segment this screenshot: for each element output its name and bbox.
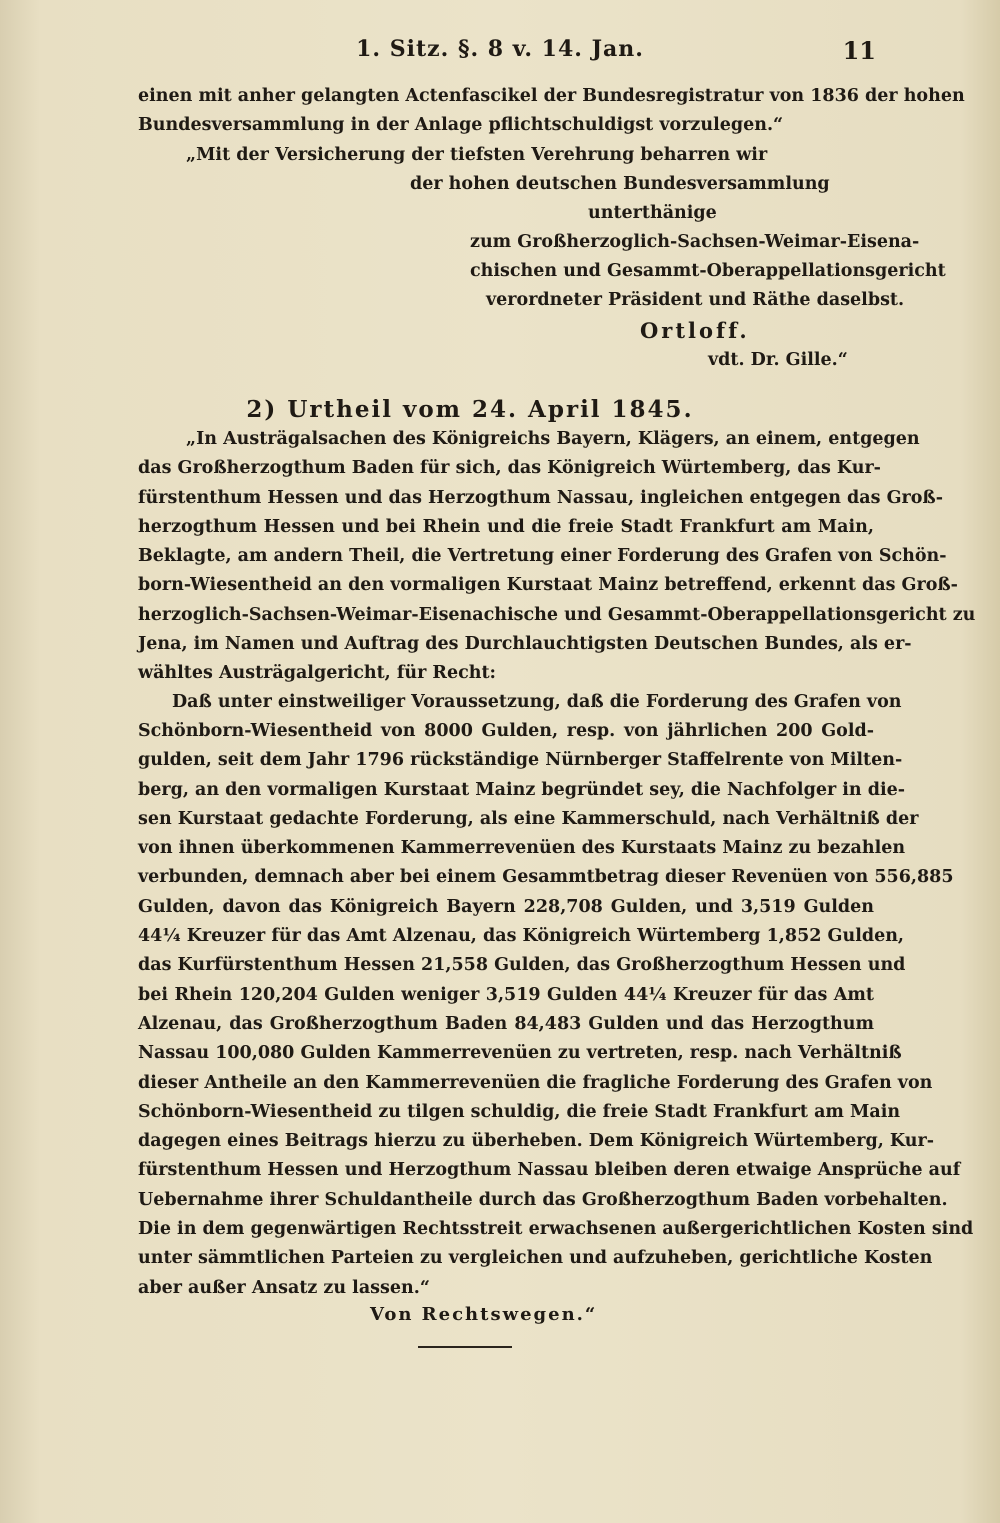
court-line: chischen und Gesammt-Oberappellationsgericht <box>470 261 946 281</box>
text-line: Beklagte, am andern Theil, die Vertretung einer Forderung des Grafen von Schön- <box>138 546 947 567</box>
text-line: Nassau 100,080 Gulden Kammerrevenüen zu vertreten, resp. nach Verhältniß <box>138 1043 902 1064</box>
text-line: von ihnen überkommenen Kammerrevenüen des Kurstaats Mainz zu bezahlen <box>138 838 906 859</box>
text-line: herzoglich-Sachsen-Weimar-Eisenachische und Gesammt-Oberappellationsgericht zu <box>138 604 976 625</box>
divider-rule <box>418 1346 512 1348</box>
page-header <box>0 36 1000 70</box>
verdict-paragraph-body <box>138 717 974 1303</box>
judgment-paragraph <box>138 425 976 689</box>
text-line: gulden, seit dem Jahr 1796 rückständige Nürnberger Staffelrente von Milten- <box>138 750 903 771</box>
court-line: verordneter Präsident und Räthe daselbst. <box>486 290 905 310</box>
text-line: herzogthum Hessen und bei Rhein und die freie Stadt Frankfurt am Main, <box>138 516 874 537</box>
text-line: das Großherzogthum Baden für sich, das Königreich Würtemberg, das Kur- <box>138 458 881 479</box>
countersignature: vdt. Dr. Gille.“ <box>708 350 848 370</box>
text-line: einen mit anher gelangten Actenfascikel der Bundesregistratur von 1836 der hohen <box>138 86 965 106</box>
text-line: born-Wiesentheid an den vormaligen Kurstaat Mainz betreffend, erkennt das Groß- <box>138 575 958 596</box>
addressee-line: der hohen deutschen Bundesversammlung <box>410 174 830 194</box>
text-line: sen Kurstaat gedachte Forderung, als eine Kammerschuld, nach Verhältniß der <box>138 808 919 829</box>
submissive-line: unterthänige <box>588 203 717 223</box>
text-line: fürstenthum Hessen und das Herzogthum Nassau, ingleichen entgegen das Groß- <box>138 487 943 508</box>
text-line: verbunden, demnach aber bei einem Gesammtbetrag dieser Revenüen von 556,885 <box>138 867 954 888</box>
court-line: zum Großherzoglich-Sachsen-Weimar-Eisena- <box>470 232 920 252</box>
text-line: dieser Antheile an den Kammerrevenüen die fragliche Forderung des Grafen von <box>138 1072 933 1093</box>
text-line: Alzenau, das Großherzogthum Baden 84,483 Gulden und das Herzogthum <box>138 1013 874 1034</box>
text-line: Gulden, davon das Königreich Bayern 228,708 Gulden, und 3,519 Gulden <box>138 896 874 917</box>
text-line: „In Austrägalsachen des Königreichs Bayern, Klägers, an einem, entgegen <box>186 429 920 449</box>
top-text-block <box>138 82 965 141</box>
text-line: unter sämmtlichen Parteien zu vergleichen und aufzuheben, gerichtliche Kosten <box>138 1248 933 1269</box>
verdict-paragraph <box>172 688 902 717</box>
text-line: dagegen eines Beitrags hierzu zu überheben. Dem Königreich Würtemberg, Kur- <box>138 1131 934 1152</box>
text-line: wähltes Austrägalgericht, für Recht: <box>138 663 497 684</box>
text-line: Bundesversammlung in der Anlage pflichtschuldigst vorzulegen.“ <box>138 115 784 136</box>
running-head: 1. Sitz. §. 8 v. 14. Jan. <box>356 36 644 62</box>
closing-formula: „Mit der Versicherung der tiefsten Verehrung beharren wir <box>186 145 768 165</box>
text-line: Schönborn-Wiesentheid von 8000 Gulden, resp. von jährlichen 200 Gold- <box>138 721 874 741</box>
text-line: berg, an den vormaligen Kurstaat Mainz begründet sey, die Nachfolger in die- <box>138 779 906 800</box>
text-line: aber außer Ansatz zu lassen.“ <box>138 1277 430 1298</box>
page-number: 11 <box>842 36 876 65</box>
text-line: Schönborn-Wiesentheid zu tilgen schuldig, die freie Stadt Frankfurt am Main <box>138 1101 901 1122</box>
text-line: Daß unter einstweiliger Voraussetzung, daß die Forderung des Grafen von <box>172 692 902 712</box>
text-line: 44¼ Kreuzer für das Amt Alzenau, das Königreich Würtemberg 1,852 Gulden, <box>138 926 905 947</box>
text-line: fürstenthum Hessen und Herzogthum Nassau bleiben deren etwaige Ansprüche auf <box>138 1160 961 1181</box>
closing-formula: Von Rechtswegen.“ <box>370 1304 598 1325</box>
judgment-heading: 2) Urtheil vom 24. April 1845. <box>246 396 694 423</box>
text-line: das Kurfürstenthum Hessen 21,558 Gulden, das Großherzogthum Hessen und <box>138 955 906 976</box>
text-line: Jena, im Namen und Auftrag des Durchlauchtigsten Deutschen Bundes, als er- <box>138 634 912 655</box>
text-line: bei Rhein 120,204 Gulden weniger 3,519 Gulden 44¼ Kreuzer für das Amt <box>138 984 874 1005</box>
text-line: Uebernahme ihrer Schuldantheile durch das Großherzogthum Baden vorbehalten. <box>138 1189 948 1210</box>
signature: Ortloff. <box>640 318 750 343</box>
text-line: Die in dem gegenwärtigen Rechtsstreit erwachsenen außergerichtlichen Kosten sind <box>138 1219 974 1240</box>
